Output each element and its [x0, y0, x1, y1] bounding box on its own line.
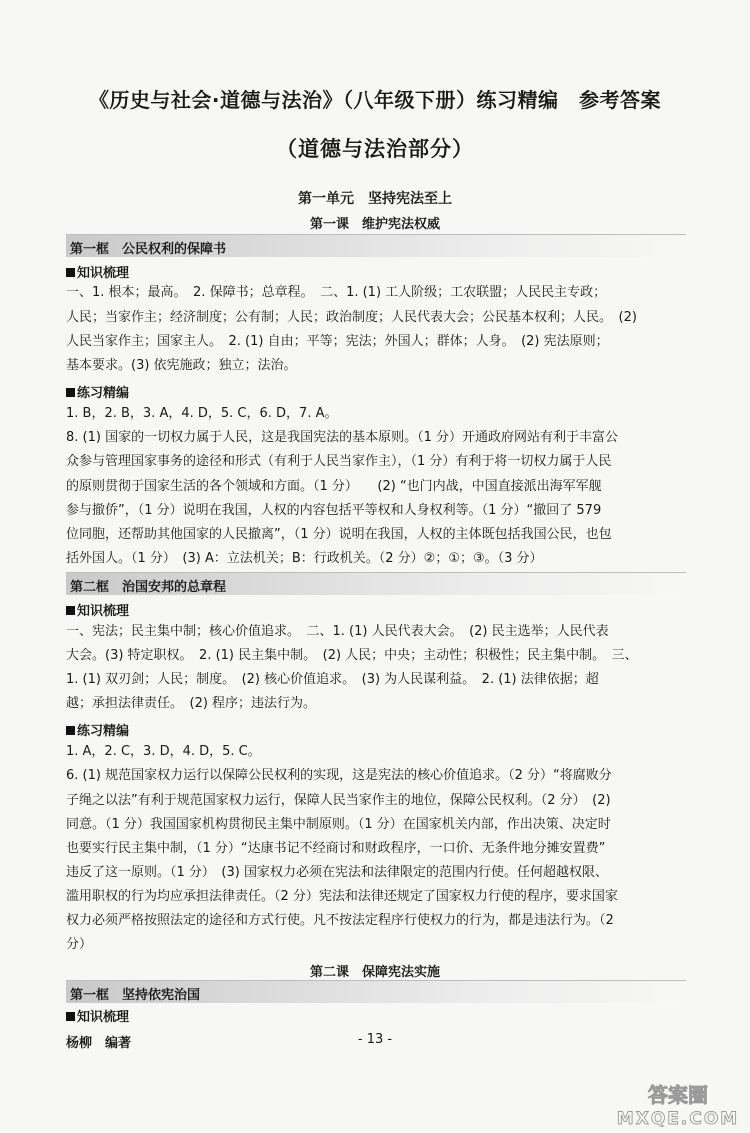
knowledge-line: 越；承担法律责任。 (2) 程序；违法行为。: [66, 696, 317, 711]
practice-line: 分）: [66, 937, 93, 952]
knowledge-line: 基本要求。(3) 依宪施政；独立；法治。: [66, 358, 297, 373]
knowledge-line: 1. (1) 双刃剑；人民；制度。 (2) 核心价值追求。 (3) 为人民谋利益。 2. (1) 法律依据；超: [66, 672, 599, 687]
practice-line: 位同胞，还帮助其他国家的人民撤离”，（1 分）说明在我国，人权的主体既包括我国公民，也包: [66, 527, 612, 542]
footer-author: 杨柳 编著: [66, 1036, 132, 1051]
practice-line: 8. (1) 国家的一切权力属于人民，这是我国宪法的基本原则。（1 分）开通政府网站有利于丰富公: [66, 430, 618, 445]
knowledge-heading-3: 知识梳理: [66, 1006, 129, 1025]
practice-line: 违反了这一原则。（1 分） (3) 国家权力必须在宪法和法律限定的范围内行使。任何超越权限、: [66, 865, 608, 880]
watermark-text: 答案圈: [648, 1083, 708, 1107]
practice-heading-2: 练习精编: [66, 720, 129, 739]
practice-line: 也要实行民主集中制，（1 分）“达康书记不经商讨和财政程序，一口价、无条件地分摊安置费”: [66, 841, 606, 856]
knowledge-line: 人民当家作主；国家主人。 2. (1) 自由；平等；宪法；外国人；群体；人身。 (2) 宪法原则；: [66, 334, 609, 349]
lesson-title-2: 第二课 保障宪法实施: [309, 965, 440, 980]
frame-header-3: [66, 980, 686, 1003]
practice-line: 的原则贯彻于国家生活的各个领域和方面。（1 分） (2) “也门内战，中国直接派出海军军舰: [66, 479, 602, 494]
watermark-logo: [612, 1080, 744, 1130]
frame-title-2: 第二框 治国安邦的总章程: [70, 580, 227, 595]
page-title: 《历史与社会·道德与法治》（八年级下册）练习精编 参考答案: [88, 88, 662, 112]
frame-header-2: [66, 572, 686, 595]
practice-line: 括外国人。（1 分） (3) A：立法机关；B：行政机关。（2 分）②；①；③。（3 分）: [66, 551, 543, 566]
practice-line: 参与撤侨”，（1 分）说明在我国，人权的内容包括平等权和人身权利等。（1 分）“撤回了 579: [66, 503, 602, 518]
page-number: - 13 -: [357, 1032, 393, 1047]
practice-line: 1. A，2. C，3. D，4. D，5. C。: [66, 744, 261, 759]
practice-line: 同意。（1 分）我国国家机构贯彻民主集中制原则。（1 分）在国家机关内部，作出决策、决定时: [66, 817, 611, 832]
practice-line: 众参与管理国家事务的途径和形式（有利于人民当家作主），（1 分）有利于将一切权力属于人民: [66, 454, 612, 469]
knowledge-line: 一、1. 根本；最高。 2. 保障书；总章程。 二、1. (1) 工人阶级；工农联盟；人民民主专政；: [66, 285, 607, 300]
practice-line: 滥用职权的行为均应承担法律责任。（2 分）宪法和法律还规定了国家权力行使的程序，要求国家: [66, 889, 618, 904]
practice-line: 1. B，2. B，3. A，4. D，5. C，6. D，7. A。: [66, 406, 338, 421]
page-subtitle: （道德与法治部分）: [276, 137, 474, 161]
unit-title: 第一单元 坚持宪法至上: [298, 191, 452, 207]
frame-header-1: [66, 234, 686, 257]
knowledge-line: 人民；当家作主；经济制度；公有制；人民；政治制度；人民代表大会；公民基本权利；人民。 (2): [66, 310, 637, 325]
knowledge-heading-1: 知识梳理: [66, 262, 129, 281]
frame-title-3: 第一框 坚持依宪治国: [70, 988, 201, 1003]
knowledge-line: 大会。(3) 特定职权。 2. (1) 民主集中制。 (2) 人民；中央；主动性；积极性；民主集中制。 三、: [66, 648, 638, 663]
watermark-url: MXQE.COM: [616, 1109, 740, 1129]
lesson-title-1: 第一课 维护宪法权威: [309, 217, 440, 232]
practice-line: 子绳之以法”有利于规范国家权力运行，保障人民当家作主的地位，保障公民权利。（2 分） (2): [66, 793, 611, 808]
knowledge-line: 一、宪法；民主集中制；核心价值追求。 二、1. (1) 人民代表大会。 (2) 民主选举；人民代表: [66, 624, 609, 639]
frame-title-1: 第一框 公民权利的保障书: [70, 242, 227, 257]
practice-line: 权力必须严格按照法定的途径和方式行使。凡不按法定程序行使权力的行为，都是违法行为。（2: [66, 913, 614, 928]
knowledge-heading-2: 知识梳理: [66, 600, 129, 619]
practice-heading-1: 练习精编: [66, 382, 129, 401]
practice-line: 6. (1) 规范国家权力运行以保障公民权利的实现，这是宪法的核心价值追求。（2 分）“将腐败分: [66, 768, 612, 783]
